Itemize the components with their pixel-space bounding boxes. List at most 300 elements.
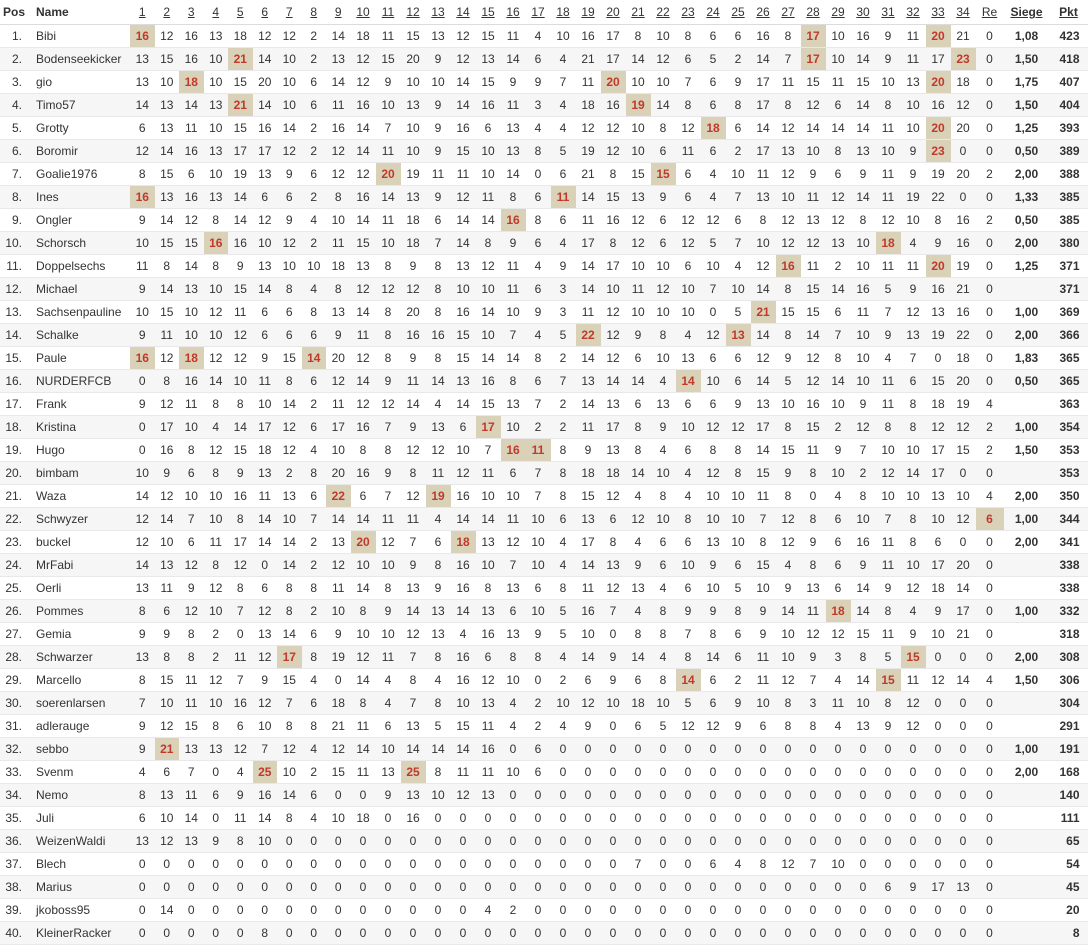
header-matchday-link[interactable]: 15 (476, 0, 501, 25)
table-row (0, 94, 1088, 117)
table-row (0, 646, 1088, 669)
siege-value (1004, 853, 1050, 876)
header-name: Name (28, 0, 130, 25)
matchday-score: 13 (851, 140, 876, 163)
matchday-score: 13 (351, 255, 376, 278)
matchday-score: 12 (155, 393, 180, 416)
matchday-score: 7 (851, 439, 876, 462)
player-name: Bibi (28, 25, 130, 48)
matchday-score: 15 (851, 71, 876, 94)
header-re-link[interactable]: Re (976, 0, 1004, 25)
matchday-score: 6 (253, 301, 278, 324)
row-position: 7. (0, 163, 28, 186)
matchday-score: 4 (476, 899, 501, 922)
matchday-score: 0 (179, 899, 204, 922)
matchday-score: 9 (576, 715, 601, 738)
header-matchday-link[interactable]: 26 (751, 0, 776, 25)
matchday-score: 16 (401, 807, 426, 830)
matchday-score: 0 (501, 784, 526, 807)
matchday-score-best: 15 (876, 669, 901, 692)
matchday-score: 6 (626, 715, 651, 738)
matchday-score: 6 (626, 393, 651, 416)
matchday-score: 4 (501, 692, 526, 715)
matchday-score: 0 (901, 899, 926, 922)
matchday-score: 15 (179, 715, 204, 738)
matchday-score: 4 (376, 692, 401, 715)
matchday-score: 0 (851, 784, 876, 807)
matchday-score: 14 (253, 531, 278, 554)
matchday-score: 13 (155, 784, 180, 807)
matchday-score: 6 (626, 347, 651, 370)
matchday-score: 6 (676, 393, 701, 416)
matchday-score-best: 15 (651, 163, 676, 186)
matchday-score: 12 (926, 416, 951, 439)
matchday-score: 2 (204, 646, 229, 669)
header-matchday-link[interactable]: 21 (626, 0, 651, 25)
matchday-score: 6 (651, 554, 676, 577)
matchday-score: 7 (826, 324, 851, 347)
matchday-score: 0 (726, 899, 751, 922)
matchday-score: 8 (801, 715, 826, 738)
matchday-score: 11 (501, 278, 526, 301)
header-matchday-link[interactable]: 10 (351, 0, 376, 25)
matchday-score: 17 (326, 416, 351, 439)
matchday-score: 4 (626, 531, 651, 554)
siege-value: 1,00 (1004, 738, 1050, 761)
matchday-score: 5 (551, 600, 576, 623)
player-name: Nemo (28, 784, 130, 807)
siege-value: 2,00 (1004, 761, 1050, 784)
matchday-score: 10 (826, 25, 851, 48)
matchday-score: 18 (326, 692, 351, 715)
table-row (0, 692, 1088, 715)
matchday-score: 9 (426, 48, 451, 71)
matchday-score: 4 (551, 715, 576, 738)
matchday-score: 12 (130, 508, 155, 531)
matchday-score: 2 (551, 393, 576, 416)
matchday-score: 6 (901, 370, 926, 393)
matchday-score: 0 (155, 876, 180, 899)
header-matchday-link[interactable]: 30 (851, 0, 876, 25)
matchday-score: 11 (376, 209, 401, 232)
matchday-score: 9 (526, 71, 551, 94)
matchday-score: 10 (701, 577, 726, 600)
matchday-score: 8 (376, 324, 401, 347)
header-matchday-link[interactable]: 31 (876, 0, 901, 25)
matchday-score: 20 (401, 48, 426, 71)
matchday-score: 16 (451, 577, 476, 600)
matchday-score: 14 (155, 278, 180, 301)
matchday-score: 0 (926, 692, 951, 715)
matchday-score: 15 (451, 140, 476, 163)
matchday-score: 11 (751, 646, 776, 669)
matchday-score: 8 (676, 94, 701, 117)
matchday-score: 17 (751, 94, 776, 117)
player-name: Schalke (28, 324, 130, 347)
matchday-score: 17 (601, 416, 626, 439)
matchday-score: 7 (676, 623, 701, 646)
matchday-score: 8 (626, 439, 651, 462)
re-value: 0 (976, 715, 1004, 738)
player-name: sebbo (28, 738, 130, 761)
matchday-score: 12 (476, 669, 501, 692)
matchday-score: 0 (876, 922, 901, 945)
matchday-score: 13 (901, 324, 926, 347)
matchday-score: 12 (601, 577, 626, 600)
matchday-score: 0 (801, 485, 826, 508)
matchday-score: 2 (302, 761, 327, 784)
matchday-score: 8 (155, 255, 180, 278)
matchday-score: 12 (801, 347, 826, 370)
matchday-score: 16 (601, 209, 626, 232)
matchday-score: 16 (451, 117, 476, 140)
matchday-score: 13 (601, 439, 626, 462)
matchday-score: 11 (876, 370, 901, 393)
table-row (0, 577, 1088, 600)
row-position: 19. (0, 439, 28, 462)
matchday-score: 10 (253, 393, 278, 416)
matchday-score: 0 (626, 738, 651, 761)
table-row (0, 324, 1088, 347)
matchday-score: 16 (926, 278, 951, 301)
matchday-score: 0 (601, 623, 626, 646)
header-matchday-link[interactable]: 14 (451, 0, 476, 25)
matchday-score: 4 (701, 186, 726, 209)
matchday-score: 10 (351, 554, 376, 577)
matchday-score: 8 (876, 416, 901, 439)
matchday-score: 0 (426, 922, 451, 945)
matchday-score: 12 (351, 48, 376, 71)
matchday-score: 0 (851, 830, 876, 853)
matchday-score: 0 (526, 830, 551, 853)
matchday-score: 10 (302, 255, 327, 278)
matchday-score: 4 (551, 94, 576, 117)
matchday-score: 0 (801, 738, 826, 761)
matchday-score: 6 (676, 577, 701, 600)
matchday-score: 4 (726, 853, 751, 876)
matchday-score: 4 (551, 646, 576, 669)
header-matchday-link[interactable]: 18 (551, 0, 576, 25)
matchday-score: 0 (751, 807, 776, 830)
matchday-score: 9 (253, 669, 278, 692)
player-name: Timo57 (28, 94, 130, 117)
matchday-score: 4 (426, 669, 451, 692)
header-matchday-link[interactable]: 22 (651, 0, 676, 25)
matchday-score-best: 21 (155, 738, 180, 761)
matchday-score: 10 (476, 140, 501, 163)
matchday-score-best: 21 (751, 301, 776, 324)
matchday-score: 12 (901, 577, 926, 600)
matchday-score: 7 (228, 669, 253, 692)
matchday-score: 13 (179, 830, 204, 853)
matchday-score: 8 (751, 209, 776, 232)
matchday-score: 10 (776, 186, 801, 209)
matchday-score: 0 (801, 830, 826, 853)
matchday-score: 14 (426, 738, 451, 761)
matchday-score: 14 (326, 508, 351, 531)
matchday-score: 0 (826, 876, 851, 899)
matchday-score: 7 (726, 232, 751, 255)
row-position: 28. (0, 646, 28, 669)
matchday-score: 8 (179, 439, 204, 462)
matchday-score: 0 (651, 784, 676, 807)
header-matchday-link[interactable]: 32 (901, 0, 926, 25)
matchday-score: 7 (179, 508, 204, 531)
matchday-score: 10 (926, 623, 951, 646)
matchday-score: 0 (776, 784, 801, 807)
matchday-score: 11 (576, 301, 601, 324)
matchday-score: 12 (851, 416, 876, 439)
matchday-score: 10 (376, 554, 401, 577)
matchday-score: 9 (526, 623, 551, 646)
header-matchday-link[interactable]: 23 (676, 0, 701, 25)
matchday-score: 0 (951, 761, 976, 784)
matchday-score: 15 (228, 71, 253, 94)
matchday-score: 0 (801, 876, 826, 899)
matchday-score: 0 (751, 761, 776, 784)
matchday-score: 0 (776, 830, 801, 853)
matchday-score: 0 (651, 899, 676, 922)
matchday-score: 14 (326, 25, 351, 48)
matchday-score: 9 (851, 393, 876, 416)
matchday-score: 10 (401, 140, 426, 163)
matchday-score: 16 (179, 370, 204, 393)
matchday-score: 17 (751, 416, 776, 439)
matchday-score: 9 (651, 186, 676, 209)
matchday-score: 17 (601, 255, 626, 278)
header-matchday-link[interactable]: 12 (401, 0, 426, 25)
header-matchday-link[interactable]: 9 (326, 0, 351, 25)
matchday-score: 0 (726, 784, 751, 807)
matchday-score: 0 (601, 761, 626, 784)
re-value: 2 (976, 163, 1004, 186)
matchday-score: 6 (726, 25, 751, 48)
matchday-score: 10 (277, 71, 302, 94)
matchday-score: 21 (576, 163, 601, 186)
matchday-score: 16 (851, 531, 876, 554)
matchday-score: 13 (701, 531, 726, 554)
matchday-score-best: 25 (253, 761, 278, 784)
siege-value (1004, 807, 1050, 830)
matchday-score: 13 (277, 485, 302, 508)
matchday-score: 11 (351, 715, 376, 738)
re-value: 0 (976, 347, 1004, 370)
matchday-score: 16 (179, 140, 204, 163)
header-matchday-link[interactable]: 33 (926, 0, 951, 25)
siege-value (1004, 692, 1050, 715)
table-row (0, 761, 1088, 784)
header-matchday-link[interactable]: 3 (179, 0, 204, 25)
matchday-score: 13 (204, 94, 229, 117)
matchday-score: 9 (576, 439, 601, 462)
total-points: 353 (1050, 462, 1088, 485)
matchday-score: 4 (826, 485, 851, 508)
matchday-score: 10 (376, 94, 401, 117)
matchday-score: 8 (776, 25, 801, 48)
header-matchday-link[interactable]: 34 (951, 0, 976, 25)
header-matchday-link[interactable]: 4 (204, 0, 229, 25)
matchday-score: 14 (801, 324, 826, 347)
matchday-score: 9 (228, 784, 253, 807)
matchday-score: 4 (676, 324, 701, 347)
matchday-score: 11 (576, 577, 601, 600)
matchday-score: 7 (726, 186, 751, 209)
matchday-score: 6 (876, 876, 901, 899)
matchday-score: 13 (501, 393, 526, 416)
matchday-score: 10 (476, 163, 501, 186)
matchday-score: 4 (526, 117, 551, 140)
matchday-score: 8 (326, 186, 351, 209)
row-position: 39. (0, 899, 28, 922)
total-points: 365 (1050, 347, 1088, 370)
header-matchday-link[interactable]: 27 (776, 0, 801, 25)
matchday-score: 11 (228, 807, 253, 830)
siege-value: 1,50 (1004, 439, 1050, 462)
total-points: 385 (1050, 209, 1088, 232)
matchday-score: 16 (801, 393, 826, 416)
matchday-score: 0 (951, 807, 976, 830)
matchday-score: 5 (701, 232, 726, 255)
header-matchday-link[interactable]: 20 (601, 0, 626, 25)
matchday-score: 8 (130, 669, 155, 692)
matchday-score: 8 (155, 370, 180, 393)
header-matchday-link[interactable]: 19 (576, 0, 601, 25)
header-matchday-link[interactable]: 16 (501, 0, 526, 25)
matchday-score: 14 (601, 370, 626, 393)
table-row (0, 623, 1088, 646)
siege-value (1004, 922, 1050, 945)
matchday-score: 18 (576, 462, 601, 485)
matchday-score: 0 (626, 784, 651, 807)
matchday-score: 7 (526, 462, 551, 485)
header-pkt-link[interactable]: Pkt (1050, 0, 1088, 25)
matchday-score: 16 (155, 439, 180, 462)
header-matchday-link[interactable]: 1 (130, 0, 155, 25)
matchday-score: 6 (277, 186, 302, 209)
matchday-score: 10 (726, 531, 751, 554)
matchday-score: 14 (751, 117, 776, 140)
matchday-score: 14 (130, 554, 155, 577)
matchday-score: 6 (826, 94, 851, 117)
matchday-score-best: 18 (179, 71, 204, 94)
matchday-score: 16 (601, 94, 626, 117)
matchday-score: 0 (576, 761, 601, 784)
matchday-score: 10 (751, 232, 776, 255)
matchday-score: 13 (826, 232, 851, 255)
header-matchday-link[interactable]: 17 (526, 0, 551, 25)
matchday-score: 10 (253, 830, 278, 853)
matchday-score: 12 (179, 554, 204, 577)
header-matchday-link[interactable]: 29 (826, 0, 851, 25)
matchday-score: 7 (277, 692, 302, 715)
matchday-score: 15 (228, 278, 253, 301)
matchday-score: 18 (951, 71, 976, 94)
matchday-score: 16 (451, 301, 476, 324)
matchday-score: 4 (228, 761, 253, 784)
matchday-score: 0 (701, 738, 726, 761)
matchday-score: 7 (676, 71, 701, 94)
matchday-score: 8 (204, 715, 229, 738)
matchday-score: 10 (376, 738, 401, 761)
matchday-score: 0 (204, 922, 229, 945)
matchday-score: 18 (351, 25, 376, 48)
header-matchday-link[interactable]: 8 (302, 0, 327, 25)
matchday-score: 0 (376, 807, 401, 830)
matchday-score: 0 (601, 784, 626, 807)
matchday-score: 12 (351, 71, 376, 94)
matchday-score: 12 (701, 462, 726, 485)
table-row (0, 255, 1088, 278)
table-row (0, 715, 1088, 738)
matchday-score: 10 (501, 761, 526, 784)
matchday-score: 16 (451, 485, 476, 508)
matchday-score: 12 (601, 301, 626, 324)
matchday-score: 0 (576, 738, 601, 761)
matchday-score: 0 (926, 922, 951, 945)
matchday-score: 8 (351, 439, 376, 462)
matchday-score: 12 (351, 163, 376, 186)
header-matchday-link[interactable]: 13 (426, 0, 451, 25)
matchday-score: 12 (253, 25, 278, 48)
matchday-score: 10 (204, 71, 229, 94)
matchday-score: 8 (426, 255, 451, 278)
matchday-score: 0 (626, 876, 651, 899)
matchday-score: 13 (179, 738, 204, 761)
header-matchday-link[interactable]: 25 (726, 0, 751, 25)
matchday-score: 13 (401, 784, 426, 807)
total-points: 363 (1050, 393, 1088, 416)
matchday-score: 12 (801, 623, 826, 646)
matchday-score: 8 (326, 278, 351, 301)
matchday-score-best: 17 (277, 646, 302, 669)
table-row (0, 853, 1088, 876)
header-matchday-link[interactable]: 6 (253, 0, 278, 25)
matchday-score: 8 (626, 623, 651, 646)
matchday-score: 13 (476, 600, 501, 623)
matchday-score: 16 (951, 209, 976, 232)
header-matchday-link[interactable]: 2 (155, 0, 180, 25)
matchday-score: 10 (626, 140, 651, 163)
re-value: 0 (976, 784, 1004, 807)
header-matchday-link[interactable]: 5 (228, 0, 253, 25)
matchday-score: 9 (626, 324, 651, 347)
matchday-score: 16 (451, 554, 476, 577)
matchday-score: 12 (253, 209, 278, 232)
matchday-score: 8 (130, 784, 155, 807)
matchday-score: 8 (426, 646, 451, 669)
table-row (0, 508, 1088, 531)
matchday-score: 14 (351, 669, 376, 692)
header-siege-link[interactable]: Siege (1004, 0, 1050, 25)
matchday-score: 0 (876, 853, 901, 876)
header-matchday-link[interactable]: 24 (701, 0, 726, 25)
matchday-score: 12 (776, 117, 801, 140)
matchday-score: 0 (926, 830, 951, 853)
player-name: Grotty (28, 117, 130, 140)
header-matchday-link[interactable]: 7 (277, 0, 302, 25)
matchday-score: 13 (776, 140, 801, 163)
matchday-score: 12 (601, 347, 626, 370)
header-matchday-link[interactable]: 11 (376, 0, 401, 25)
matchday-score: 0 (851, 738, 876, 761)
matchday-score: 14 (351, 577, 376, 600)
player-name: Svenm (28, 761, 130, 784)
matchday-score: 7 (501, 324, 526, 347)
total-points: 344 (1050, 508, 1088, 531)
matchday-score: 8 (901, 393, 926, 416)
header-matchday-link[interactable]: 28 (801, 0, 826, 25)
matchday-score-best: 20 (601, 71, 626, 94)
